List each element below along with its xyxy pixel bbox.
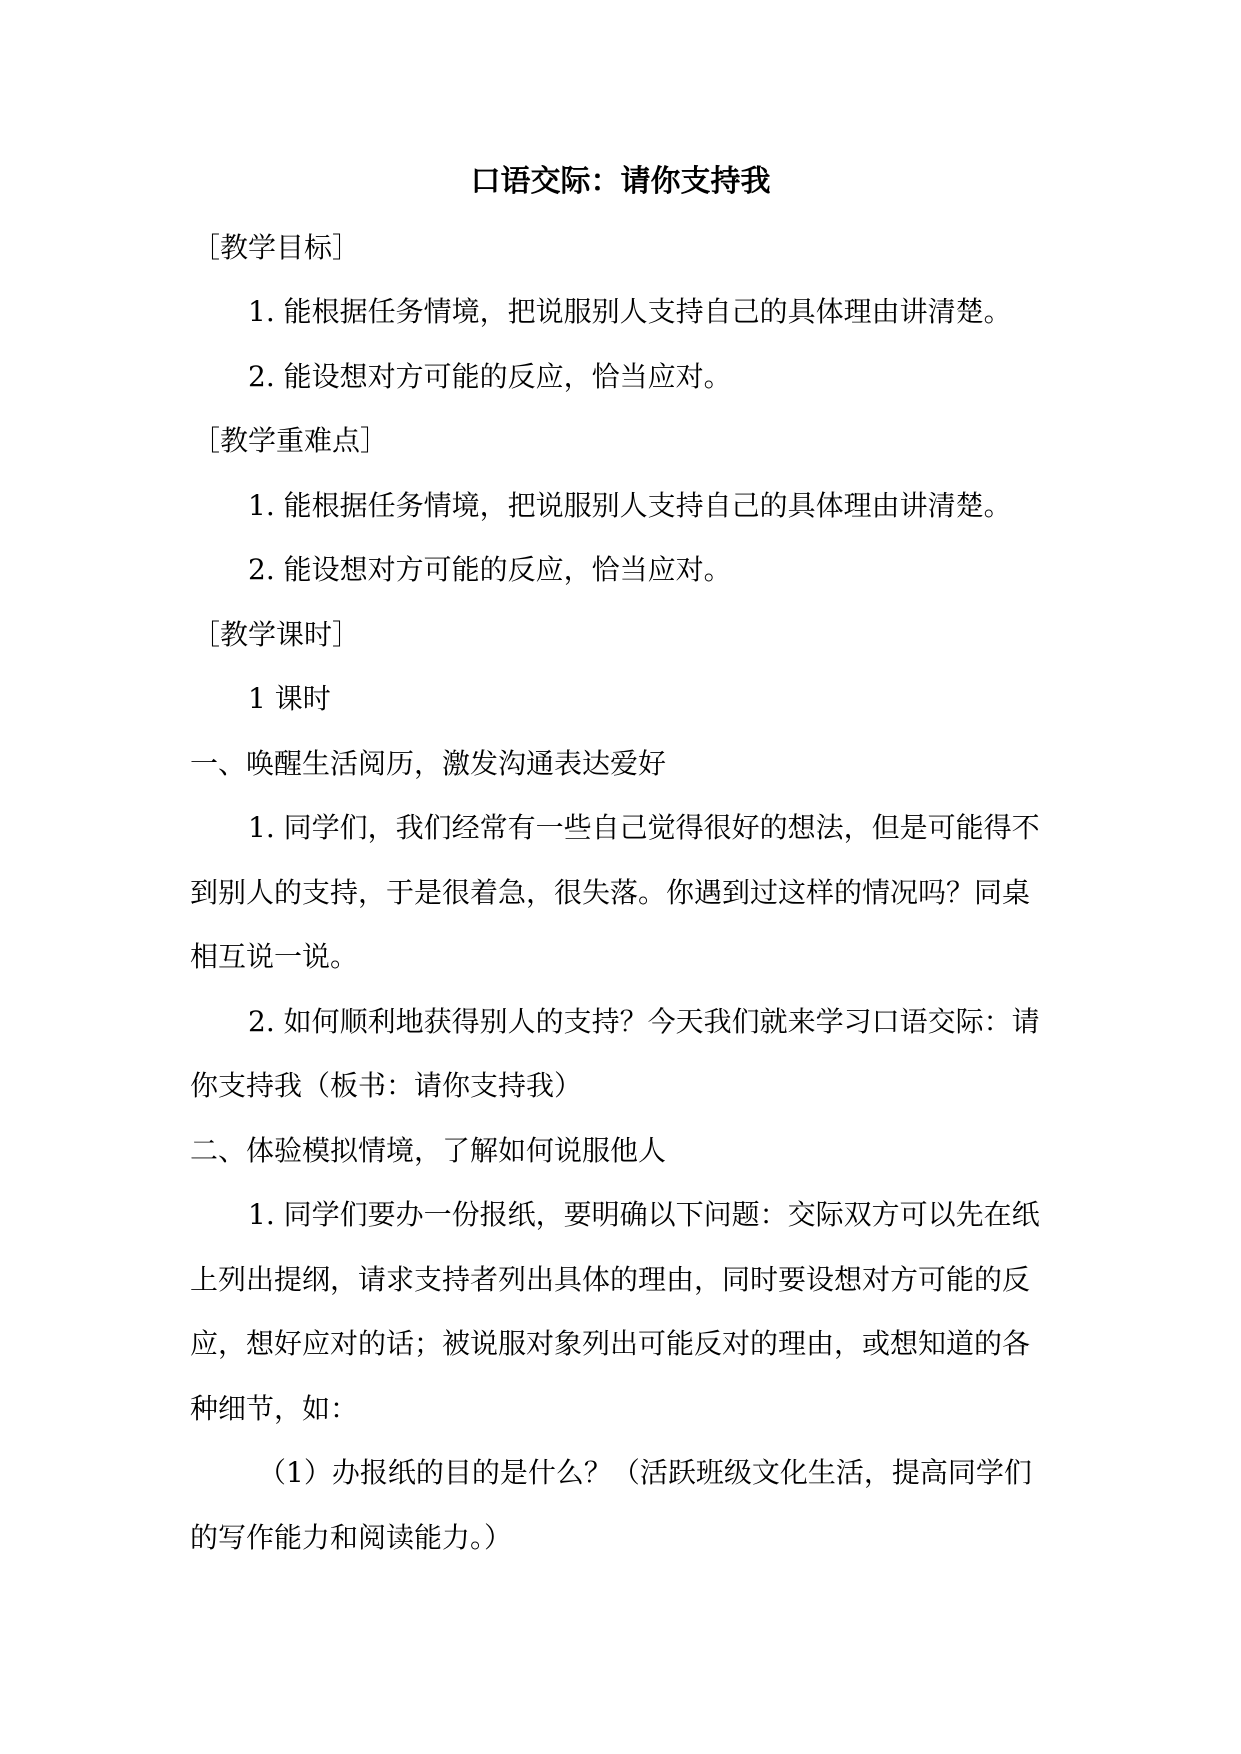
goal-item-1: 1. 能根据任务情境，把说服别人支持自己的具体理由讲清楚。 [248, 295, 1012, 328]
section-1-paragraph-2-line-1: 2. 如何顺利地获得别人的支持？今天我们就来学习口语交际：请 [248, 1005, 1040, 1038]
section-1-paragraph-1-line-1: 1. 同学们，我们经常有一些自己觉得很好的想法，但是可能得不 [248, 811, 1040, 844]
section-1-heading: 一、唤醒生活阅历，激发沟通表达爱好 [190, 747, 667, 780]
section-2-heading: 二、体验模拟情境，了解如何说服他人 [190, 1134, 667, 1167]
section-1-paragraph-1-line-3: 相互说一说。 [190, 940, 359, 973]
section-1-paragraph-2-line-2: 你支持我（板书：请你支持我） [190, 1069, 583, 1102]
key-point-item-1: 1. 能根据任务情境，把说服别人支持自己的具体理由讲清楚。 [248, 489, 1012, 522]
goal-item-2: 2. 能设想对方可能的反应，恰当应对。 [248, 360, 732, 393]
section-2-paragraph-1-line-3: 应，想好应对的话；被说服对象列出可能反对的理由，或想知道的各 [190, 1327, 1031, 1360]
page-title: 口语交际：请你支持我 [470, 164, 771, 199]
section-1-paragraph-1-line-2: 到别人的支持，于是很着急，很失落。你遇到过这样的情况吗？同桌 [190, 876, 1031, 909]
key-point-item-2: 2. 能设想对方可能的反应，恰当应对。 [248, 553, 732, 586]
key-points-heading: ［教学重难点］ [192, 424, 389, 457]
section-2-paragraph-2-line-2: 的写作能力和阅读能力。） [190, 1521, 513, 1554]
section-2-paragraph-1-line-2: 上列出提纲，请求支持者列出具体的理由，同时要设想对方可能的反 [190, 1263, 1031, 1296]
section-2-paragraph-1-line-4: 种细节，如： [190, 1392, 359, 1425]
hours-heading: ［教学课时］ [192, 618, 361, 651]
hours-value: 1 课时 [248, 682, 331, 715]
goals-heading: ［教学目标］ [192, 231, 361, 264]
section-2-paragraph-2-line-1: （1）办报纸的目的是什么？（活跃班级文化生活，提高同学们 [258, 1456, 1032, 1489]
section-2-paragraph-1-line-1: 1. 同学们要办一份报纸，要明确以下问题：交际双方可以先在纸 [248, 1198, 1040, 1231]
